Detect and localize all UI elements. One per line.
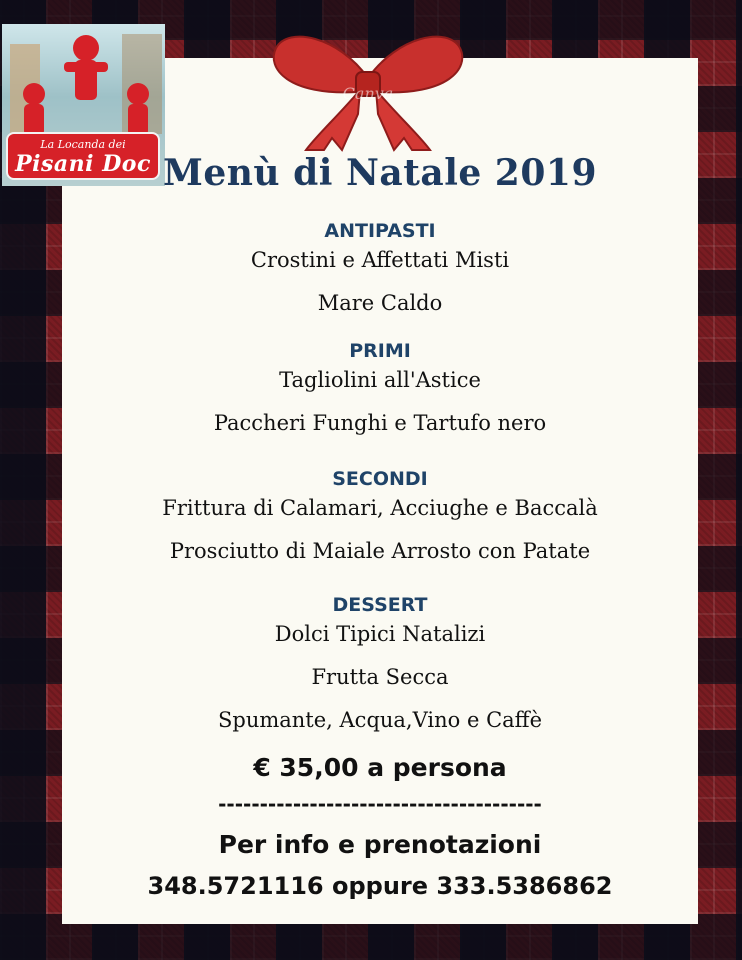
menu-item: Tagliolini all'Astice — [279, 368, 481, 392]
menu-item: Frutta Secca — [311, 665, 449, 689]
dashed-separator: --------------------------------------- — [218, 792, 542, 816]
logo-subtitle: La Locanda dei — [40, 138, 126, 151]
info-label: Per info e prenotazioni — [218, 830, 542, 859]
page-title: Menù di Natale 2019 — [162, 152, 597, 194]
menu-item: Spumante, Acqua,Vino e Caffè — [217, 708, 542, 732]
red-bow-icon — [258, 26, 478, 156]
price-label: € 35,00 a persona — [253, 753, 507, 782]
section-heading-antipasti: ANTIPASTI — [324, 220, 436, 242]
section-heading-secondi: SECONDI — [332, 468, 428, 490]
menu-item: Mare Caldo — [317, 291, 443, 315]
menu-item: Crostini e Affettati Misti — [250, 248, 510, 272]
section-heading-primi: PRIMI — [349, 340, 411, 362]
menu-item: Dolci Tipici Natalizi — [274, 622, 486, 646]
menu-item: Frittura di Calamari, Acciughe e Baccalà — [162, 496, 598, 520]
watermark-text: Canva — [342, 84, 394, 103]
section-heading-dessert: DESSERT — [332, 594, 428, 616]
menu-item: Prosciutto di Maiale Arrosto con Patate — [169, 539, 591, 563]
chef-figures-icon — [2, 24, 165, 136]
phone-numbers: 348.5721116 oppure 333.5386862 — [147, 872, 613, 900]
menu-item: Paccheri Funghi e Tartufo nero — [213, 411, 547, 435]
logo-name: Pisani Doc — [15, 151, 151, 177]
